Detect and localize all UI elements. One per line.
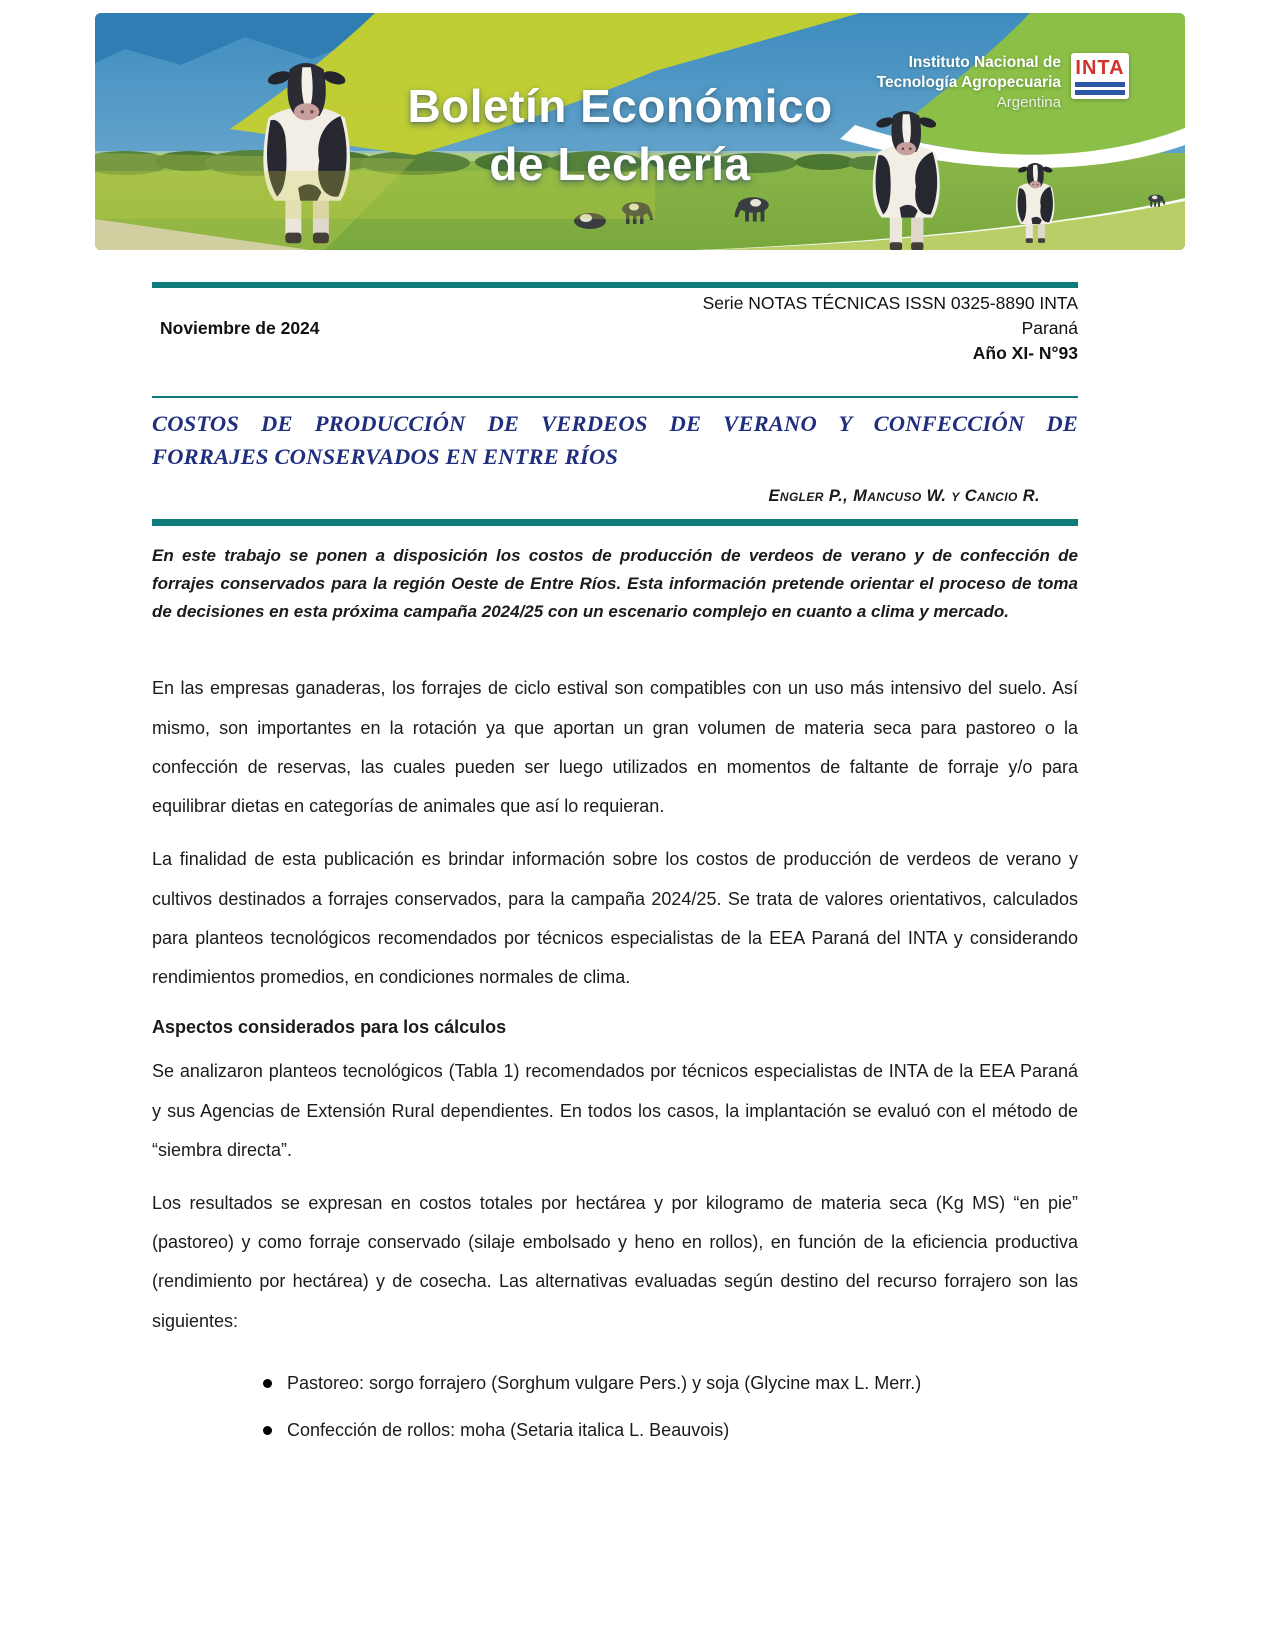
inta-logo-text: [877, 53, 1061, 113]
banner-title-line1: Boletín Económico: [407, 80, 833, 132]
place-line: Paraná: [1021, 318, 1078, 339]
abstract-paragraph: En este trabajo se ponen a disposición los costos de producción de verdeos de verano y de confección de forrajes conservados para la región Oeste de Entre Ríos. Esta información pretende orientar el proceso de toma de decisiones en esta próxima campaña 2024/25 con un escenario complejo en cuanto a clima y mercado.: [152, 546, 1078, 621]
section-heading: Aspectos considerados para los cálculos: [152, 1017, 507, 1038]
issue-date: Noviembre de 2024: [160, 318, 320, 338]
body-paragraph: Los resultados se expresan en costos totales por hectárea y por kilogramo de materia seca (Kg MS) “en pie” (pastoreo) y como forraje conservado (silaje embolsado y heno en rollos), en función de la eficiencia productiva (rendimiento por hectárea) y de cosecha. Las alternativas evaluadas según destino del recurso forrajero son las siguientes:: [152, 1192, 1078, 1331]
list-item: [257, 1412, 1078, 1450]
authors-line: Engler P., Mancuso W. y Cancio R.: [768, 487, 1040, 506]
inta-flag-icon: [1075, 82, 1125, 95]
authors-rule: [152, 519, 1078, 526]
article-title-line1: COSTOS DE PRODUCCIÓN DE VERDEOS DE VERANO Y CONFECCIÓN DE: [152, 411, 1078, 437]
inta-logo: [877, 53, 1129, 113]
inta-logo-box: [1071, 53, 1129, 99]
article-title: [152, 408, 1078, 473]
org-name-line1: Instituto Nacional de: [908, 54, 1061, 71]
banner-title-line2: de Lechería: [489, 138, 751, 191]
banner-title: [330, 77, 910, 194]
top-rule: [152, 282, 1078, 288]
org-name-line2: Tecnología Agropecuaria: [876, 74, 1061, 92]
series-line: Serie NOTAS TÉCNICAS ISSN 0325-8890 INTA: [702, 293, 1078, 313]
forage-list: [152, 1365, 1078, 1450]
body-paragraph: En las empresas ganaderas, los forrajes de ciclo estival son compatibles con un uso más intensivo del suelo. Así mismo, son importantes en la rotación ya que aportan un gran volumen de materia seca para pastoreo o la confección de reservas, las cuales pueden ser luego utilizados en momentos de faltante de forraje y/o para equilibrar dietas en categorías de animales que así lo requieran.: [152, 678, 1078, 817]
title-rule: [152, 396, 1078, 398]
list-item: [257, 1365, 1078, 1403]
issue-number: Año XI- N°93: [972, 343, 1078, 364]
bullet-dot-icon: [263, 1426, 272, 1435]
body-paragraph: La finalidad de esta publicación es brindar información sobre los costos de producción de verdeos de verano y cultivos destinados a forrajes conservados, para la campaña 2024/25. Se trata de valores orientativos, calculados para planteos tecnológicos recomendados por técnicos especialistas de la EEA Paraná del INTA y considerando rendimientos promedios, en condiciones normales de clima.: [152, 849, 1078, 988]
list-item-text: Pastoreo: sorgo forrajero (Sorghum vulgare Pers.) y soja (Glycine max L. Merr.): [287, 1372, 922, 1393]
content-column: [152, 282, 1078, 1459]
list-item-text: Confección de rollos: moha (Setaria italica L. Beauvois): [287, 1419, 730, 1440]
inta-acronym: INTA: [1075, 57, 1125, 79]
article-title-line2: FORRAJES CONSERVADOS EN ENTRE RÍOS: [152, 443, 619, 469]
bullet-dot-icon: [263, 1379, 272, 1388]
body-paragraph: Se analizaron planteos tecnológicos (Tabla 1) recomendados por técnicos especialistas de INTA de la EEA Paraná y sus Agencias de Extensión Rural dependientes. En todos los casos, la implantación se evaluó con el método de “siembra directa”.: [152, 1061, 1078, 1160]
header-banner: [95, 13, 1185, 250]
masthead: [152, 291, 1078, 366]
org-country: Argentina: [996, 94, 1061, 112]
